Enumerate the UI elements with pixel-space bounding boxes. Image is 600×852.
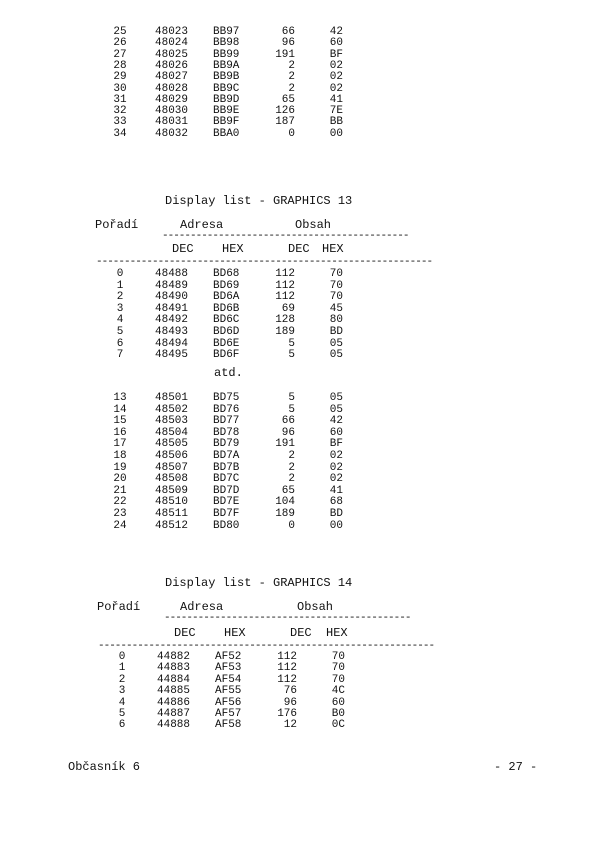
top-table-row (105, 116, 355, 128)
graphics13-hex-content: BD (329, 508, 343, 520)
top-table-dec-address: 48026 (155, 59, 189, 72)
graphics14-hex-content: 0C (331, 719, 345, 732)
graphics13-hex-address: BD77 (213, 415, 240, 428)
top-table-dec-content: 2 (288, 82, 295, 95)
graphics14-hex-address: AF52 (215, 651, 242, 663)
graphics13-order: 3 (116, 302, 124, 315)
graphics13-dec-address: 48495 (155, 349, 189, 362)
graphics13-dec-address: 48508 (155, 473, 189, 486)
graphics13-order: 17 (113, 438, 127, 451)
top-table-hex-address: BB97 (213, 26, 240, 38)
graphics14-sub-hex-address: HEX (224, 626, 246, 640)
graphics13-dec-address: 48504 (155, 426, 189, 439)
graphics14-hex-content: 70 (331, 651, 345, 663)
top-table-dec-content: 2 (288, 59, 295, 72)
graphics13-hex-address: BD7E (213, 496, 240, 509)
graphics14-dec-address: 44884 (157, 673, 191, 686)
graphics14-order: 1 (118, 662, 126, 675)
graphics14-row (107, 719, 357, 731)
graphics13-dec-address: 48509 (155, 484, 189, 497)
graphics13-hex-address: BD7F (213, 508, 240, 520)
graphics13-hex-content: 02 (329, 461, 343, 474)
graphics13-row (105, 508, 355, 520)
top-table-dec-address: 48027 (155, 71, 189, 84)
graphics13-hex-content: 05 (329, 392, 343, 404)
top-table-order: 33 (113, 116, 127, 129)
graphics13-dec-address: 48501 (155, 392, 189, 404)
graphics14-order: 6 (118, 719, 126, 732)
top-table-hex-content: BF (329, 48, 343, 61)
graphics14-order: 2 (118, 673, 126, 686)
graphics14-dec-address: 44885 (157, 685, 191, 698)
graphics13-row (105, 392, 355, 404)
graphics14-sub-dec-address: DEC (174, 626, 196, 640)
graphics13-hex-content: BF (329, 438, 343, 451)
graphics13-dec-content: 2 (288, 461, 295, 474)
top-table-dec-content: 191 (275, 48, 295, 61)
top-table-dec-content: 96 (281, 37, 295, 50)
graphics13-hex-content: 02 (329, 450, 343, 462)
top-table-order: 28 (113, 59, 127, 72)
graphics13-dec-content: 5 (288, 392, 295, 404)
graphics13-hex-address: BD78 (213, 426, 240, 439)
top-table-hex-content: 02 (329, 59, 343, 72)
graphics13-title: Display list - GRAPHICS 13 (165, 194, 353, 208)
top-table-hex-address: BB9E (213, 105, 240, 118)
graphics13-order: 16 (113, 426, 127, 439)
graphics14-hex-content: B0 (331, 708, 345, 720)
graphics13-order: 21 (113, 484, 127, 497)
graphics14-hex-address: AF54 (215, 673, 242, 686)
top-table-hex-content: 41 (329, 93, 343, 106)
footer-publication: Občasník 6 (68, 760, 141, 774)
graphics13-hex-content: 41 (329, 484, 343, 497)
top-table-hex-content: 42 (329, 26, 343, 38)
graphics14-title: Display list - GRAPHICS 14 (165, 576, 353, 590)
top-table-dec-content: 0 (288, 127, 295, 140)
graphics13-row (105, 268, 355, 280)
top-table-order: 26 (113, 37, 127, 50)
graphics13-dec-address: 48506 (155, 450, 189, 462)
graphics14-hex-address: AF58 (215, 719, 242, 732)
top-table-row (105, 49, 355, 61)
top-table-row (105, 83, 355, 95)
graphics13-etc: atd. (214, 366, 243, 380)
top-table-hex-content: 60 (329, 37, 343, 50)
graphics13-hex-content: 45 (329, 302, 343, 315)
graphics13-hex-content: 05 (329, 403, 343, 416)
graphics13-hex-content: 00 (329, 519, 343, 532)
graphics13-hex-address: BD80 (213, 519, 240, 532)
graphics13-hex-content: 05 (329, 349, 343, 362)
top-table-dec-address: 48025 (155, 48, 189, 61)
graphics13-col-poradi: Pořadí (95, 218, 139, 232)
top-table-order: 34 (113, 127, 127, 140)
graphics13-row (105, 485, 355, 497)
graphics13-hex-address: BD79 (213, 438, 240, 451)
graphics13-dec-content: 2 (288, 450, 295, 462)
top-table-row (105, 128, 355, 140)
graphics13-dec-address: 48505 (155, 438, 189, 451)
top-table-dec-address: 48029 (155, 93, 189, 106)
top-table-dec-content: 2 (288, 71, 295, 84)
top-table-dec-content: 65 (281, 93, 295, 106)
top-table-dec-address: 48023 (155, 26, 189, 38)
graphics14-order: 4 (118, 696, 126, 709)
graphics13-dec-content: 65 (281, 484, 295, 497)
graphics13-dec-content: 2 (288, 473, 295, 486)
graphics13-hex-address: BD6C (213, 314, 240, 327)
graphics13-dec-content: 189 (275, 508, 295, 520)
graphics13-row (105, 462, 355, 474)
top-table-order: 30 (113, 82, 127, 95)
graphics13-dec-content: 191 (275, 438, 295, 451)
graphics14-dec-content: 112 (277, 651, 297, 663)
graphics14-col-adresa: Adresa (180, 600, 224, 614)
graphics13-col-obsah: Obsah (295, 218, 332, 232)
graphics13-dec-content: 96 (281, 426, 295, 439)
graphics14-dec-address: 44886 (157, 696, 191, 709)
top-table-hex-address: BB9D (213, 93, 240, 106)
top-table-dec-address: 48030 (155, 105, 189, 118)
graphics14-hex-address: AF56 (215, 696, 242, 709)
graphics13-row (105, 280, 355, 292)
graphics13-hex-content: 70 (329, 291, 343, 304)
top-table-hex-address: BB9F (213, 116, 240, 129)
graphics13-hex-address: BD6F (213, 349, 240, 362)
graphics13-row (105, 303, 355, 315)
top-table-order: 29 (113, 71, 127, 84)
graphics13-sub-dec-content: DEC (288, 242, 310, 256)
graphics13-dec-address: 48489 (155, 279, 189, 292)
top-table-row (105, 71, 355, 83)
top-table-dec-content: 126 (275, 105, 295, 118)
graphics14-table-rule: ------------------------------------------------------------ (98, 640, 435, 652)
graphics14-row (107, 674, 357, 686)
graphics13-hex-address: BD6B (213, 302, 240, 315)
graphics13-row (105, 291, 355, 303)
graphics14-sub-hex-content: HEX (326, 626, 348, 640)
graphics13-order: 18 (113, 450, 127, 462)
graphics13-dec-content: 189 (275, 326, 295, 338)
graphics13-row (105, 496, 355, 508)
graphics13-hex-address: BD68 (213, 268, 240, 280)
graphics14-dec-content: 112 (277, 662, 297, 675)
graphics13-row (105, 326, 355, 338)
graphics14-dec-content: 76 (283, 685, 297, 698)
graphics14-dec-address: 44888 (157, 719, 191, 732)
graphics14-order: 3 (118, 685, 126, 698)
graphics14-hex-address: AF55 (215, 685, 242, 698)
graphics13-dec-content: 128 (275, 314, 295, 327)
graphics13-hex-address: BD75 (213, 392, 240, 404)
graphics14-dec-address: 44882 (157, 651, 191, 663)
graphics13-order: 1 (116, 279, 124, 292)
graphics13-order: 24 (113, 519, 127, 532)
graphics13-row (105, 450, 355, 462)
graphics13-dec-content: 112 (275, 279, 295, 292)
graphics14-row (107, 685, 357, 697)
graphics13-dec-address: 48493 (155, 326, 189, 338)
graphics13-dec-content: 69 (281, 302, 295, 315)
graphics13-order: 2 (116, 291, 124, 304)
top-table-dec-content: 187 (275, 116, 295, 129)
graphics13-hex-address: BD7A (213, 450, 240, 462)
graphics14-col-poradi: Pořadí (97, 600, 141, 614)
graphics13-order: 13 (113, 392, 127, 404)
graphics13-order: 7 (116, 349, 124, 362)
graphics13-dec-address: 48491 (155, 302, 189, 315)
graphics13-order: 20 (113, 473, 127, 486)
top-table-hex-address: BBA0 (213, 127, 240, 140)
graphics13-hex-content: BD (329, 326, 343, 338)
graphics14-order: 0 (118, 651, 126, 663)
graphics14-row (107, 697, 357, 709)
graphics13-sub-dec-address: DEC (172, 242, 194, 256)
top-table-dec-content: 66 (281, 26, 295, 38)
graphics13-dec-content: 5 (288, 403, 295, 416)
graphics13-order: 0 (116, 268, 124, 280)
graphics13-hex-content: 42 (329, 415, 343, 428)
top-table-row (105, 26, 355, 38)
top-table-hex-content: BB (329, 116, 343, 129)
graphics13-dec-content: 112 (275, 268, 295, 280)
graphics13-row (105, 349, 355, 361)
top-table-row (105, 37, 355, 49)
graphics13-hex-address: BD6A (213, 291, 240, 304)
graphics13-sub-hex-content: HEX (322, 242, 344, 256)
top-table-hex-address: BB9B (213, 71, 240, 84)
top-table-hex-address: BB98 (213, 37, 240, 50)
top-table-hex-content: 02 (329, 71, 343, 84)
top-table-hex-content: 02 (329, 82, 343, 95)
graphics13-dec-address: 48490 (155, 291, 189, 304)
graphics13-dec-content: 5 (288, 349, 295, 362)
graphics13-hex-content: 70 (329, 279, 343, 292)
graphics14-header-rule: -------------------------------------------- (164, 612, 411, 624)
graphics13-dec-address: 48512 (155, 519, 189, 532)
graphics14-dec-content: 112 (277, 673, 297, 686)
graphics13-hex-content: 70 (329, 268, 343, 280)
graphics13-dec-address: 48492 (155, 314, 189, 327)
graphics14-dec-content: 12 (283, 719, 297, 732)
graphics14-hex-content: 4C (331, 685, 345, 698)
graphics13-hex-address: BD7D (213, 484, 240, 497)
graphics13-row (105, 438, 355, 450)
graphics13-dec-content: 112 (275, 291, 295, 304)
graphics13-dec-content: 104 (275, 496, 295, 509)
graphics14-dec-content: 96 (283, 696, 297, 709)
graphics14-hex-address: AF57 (215, 708, 242, 720)
graphics14-hex-address: AF53 (215, 662, 242, 675)
graphics13-order: 22 (113, 496, 127, 509)
graphics14-col-obsah: Obsah (297, 600, 334, 614)
graphics13-dec-address: 48507 (155, 461, 189, 474)
top-table-hex-address: BB9C (213, 82, 240, 95)
graphics13-hex-address: BD7C (213, 473, 240, 486)
top-table-row (105, 105, 355, 117)
graphics14-order: 5 (118, 708, 126, 720)
graphics13-order: 4 (116, 314, 124, 327)
top-table-order: 31 (113, 93, 127, 106)
graphics13-sub-hex-address: HEX (222, 242, 244, 256)
graphics14-row (107, 708, 357, 720)
graphics13-dec-address: 48488 (155, 268, 189, 280)
top-table-order: 25 (113, 26, 127, 38)
graphics13-hex-address: BD7B (213, 461, 240, 474)
graphics14-sub-dec-content: DEC (290, 626, 312, 640)
graphics13-hex-content: 60 (329, 426, 343, 439)
graphics13-hex-address: BD76 (213, 403, 240, 416)
graphics13-col-adresa: Adresa (180, 218, 224, 232)
graphics13-order: 6 (116, 337, 124, 350)
footer-page-number: - 27 - (494, 760, 538, 774)
graphics13-dec-content: 66 (281, 415, 295, 428)
graphics13-row (105, 427, 355, 439)
graphics13-dec-address: 48510 (155, 496, 189, 509)
top-table-dec-address: 48031 (155, 116, 189, 129)
graphics13-dec-address: 48511 (155, 508, 189, 520)
graphics13-hex-content: 68 (329, 496, 343, 509)
graphics14-hex-content: 60 (331, 696, 345, 709)
graphics14-hex-content: 70 (331, 662, 345, 675)
top-table-dec-address: 48028 (155, 82, 189, 95)
graphics13-row (105, 520, 355, 532)
graphics13-dec-content: 0 (288, 519, 295, 532)
graphics13-hex-content: 02 (329, 473, 343, 486)
top-table-hex-content: 7E (329, 105, 343, 118)
graphics13-row (105, 415, 355, 427)
graphics14-row (107, 651, 357, 663)
graphics13-row (105, 338, 355, 350)
graphics13-row (105, 473, 355, 485)
graphics14-hex-content: 70 (331, 673, 345, 686)
graphics13-table-rule: ------------------------------------------------------------ (96, 256, 433, 268)
graphics13-order: 23 (113, 508, 127, 520)
graphics14-row (107, 662, 357, 674)
graphics13-order: 14 (113, 403, 127, 416)
graphics13-dec-address: 48502 (155, 403, 189, 416)
graphics14-dec-content: 176 (277, 708, 297, 720)
graphics13-order: 19 (113, 461, 127, 474)
graphics13-hex-address: BD6E (213, 337, 240, 350)
graphics13-header-rule: -------------------------------------------- (162, 230, 409, 242)
graphics13-row (105, 404, 355, 416)
graphics14-dec-address: 44883 (157, 662, 191, 675)
graphics14-dec-address: 44887 (157, 708, 191, 720)
graphics13-order: 5 (116, 326, 124, 338)
top-table-dec-address: 48032 (155, 127, 189, 140)
graphics13-hex-content: 80 (329, 314, 343, 327)
graphics13-order: 15 (113, 415, 127, 428)
top-table-row (105, 94, 355, 106)
graphics13-dec-address: 48494 (155, 337, 189, 350)
top-table-dec-address: 48024 (155, 37, 189, 50)
top-table-order: 32 (113, 105, 127, 118)
top-table-order: 27 (113, 48, 127, 61)
top-table-hex-content: 00 (329, 127, 343, 140)
graphics13-dec-address: 48503 (155, 415, 189, 428)
top-table-hex-address: BB9A (213, 59, 240, 72)
graphics13-dec-content: 5 (288, 337, 295, 350)
graphics13-hex-address: BD69 (213, 279, 240, 292)
top-table-hex-address: BB99 (213, 48, 240, 61)
graphics13-row (105, 314, 355, 326)
top-table-row (105, 60, 355, 72)
graphics13-hex-content: 05 (329, 337, 343, 350)
graphics13-hex-address: BD6D (213, 326, 240, 338)
